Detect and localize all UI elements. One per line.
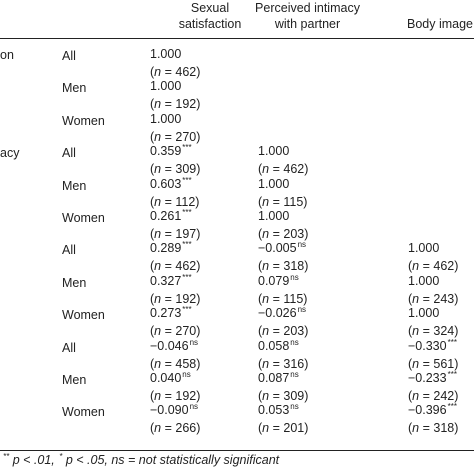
correlation-cell: [150, 338, 200, 372]
significance-marker: ***: [182, 208, 192, 217]
correlation-cell: [258, 338, 308, 372]
correlation-value-line: [258, 370, 308, 388]
correlation-cell: [150, 143, 200, 177]
footnote: [2, 453, 279, 467]
footnote-sup: *: [59, 452, 63, 461]
sample-size: (n = 270): [150, 129, 201, 144]
correlation-cell: [408, 338, 458, 372]
sample-size: (n = 243): [408, 291, 459, 306]
sample-size: (n = 309): [258, 389, 309, 403]
significance-marker: ns: [182, 370, 191, 379]
correlation-value: 0.040: [150, 371, 182, 385]
correlation-value-line: [150, 176, 199, 194]
correlation-value: 0.359: [150, 144, 182, 159]
correlation-value-line: [150, 402, 200, 420]
correlation-value-line: [408, 370, 458, 388]
sample-size: (n = 112): [150, 194, 200, 209]
header-line: Sexual: [190, 1, 230, 15]
header-line: satisfaction: [178, 17, 242, 31]
row-group-label: All: [62, 243, 76, 258]
sample-size: (n = 192): [150, 389, 201, 403]
correlation-value-line: [408, 305, 458, 323]
significance-marker: ***: [182, 143, 192, 153]
correlation-cell: [150, 273, 200, 307]
correlation-cell: [408, 305, 458, 339]
correlation-cell: [258, 402, 308, 436]
header-line: with partner: [274, 17, 341, 31]
correlation-cell: [258, 143, 308, 177]
correlation-value-line: [150, 240, 200, 258]
sample-size: (n = 462): [408, 259, 459, 274]
row-group-label: All: [62, 49, 76, 63]
significance-marker: ns: [297, 305, 307, 315]
correlation-cell: [258, 240, 308, 274]
correlation-cell: [150, 176, 199, 210]
correlation-value-line: [258, 240, 308, 258]
correlation-value: 0.261: [150, 209, 182, 223]
correlation-cell: [150, 208, 200, 242]
correlation-value: −0.046: [150, 338, 189, 353]
correlation-value: −0.233: [408, 371, 447, 385]
sample-size: (n = 324): [408, 324, 459, 339]
significance-marker: ns: [290, 337, 299, 347]
correlation-value-line: [258, 305, 308, 323]
bottom-rule: [0, 450, 474, 451]
correlation-cell: [408, 370, 458, 404]
significance-marker: ns: [189, 402, 199, 412]
significance-marker: ***: [447, 370, 457, 379]
row-label-partial: acy: [0, 146, 20, 160]
sample-size: (n = 115): [258, 194, 308, 209]
row-group-label: Women: [62, 405, 105, 420]
correlation-value-line: [150, 370, 200, 388]
correlation-value: 0.087: [258, 371, 290, 385]
sample-size: (n = 266): [150, 421, 201, 436]
correlation-value: −0.005: [258, 241, 297, 256]
correlation-cell: [258, 305, 308, 339]
row-group-label: Men: [62, 275, 87, 290]
sample-size: (n = 462): [258, 162, 309, 177]
sample-size: (n = 203): [258, 324, 309, 339]
significance-marker: ***: [182, 175, 192, 185]
correlation-cell: [408, 240, 458, 274]
significance-marker: ***: [182, 272, 192, 282]
sample-size: (n = 192): [150, 291, 201, 306]
row-group-label: Men: [62, 81, 87, 96]
row-group-label: Men: [62, 373, 87, 387]
correlation-value: 0.053: [258, 403, 290, 418]
correlation-value-line: [150, 305, 200, 323]
header-body-image: [400, 16, 474, 32]
correlation-value: 1.000: [150, 79, 182, 94]
correlation-value: −0.090: [150, 403, 189, 418]
row-group-label: Women: [62, 308, 105, 323]
sample-size: (n = 201): [258, 421, 309, 436]
correlation-value: 0.289: [150, 241, 182, 256]
correlation-cell: [258, 273, 307, 307]
correlation-value-line: [408, 273, 458, 291]
correlation-value: 1.000: [258, 144, 290, 159]
correlation-cell: [408, 402, 458, 436]
correlation-value-line: [408, 240, 458, 258]
correlation-value-line: [408, 402, 458, 420]
header-rule: [0, 38, 474, 39]
sample-size: (n = 242): [408, 389, 459, 403]
correlation-value: 0.603: [150, 176, 182, 191]
correlation-cell: [258, 370, 308, 404]
correlation-value: −0.396: [408, 403, 447, 418]
significance-marker: ns: [290, 272, 299, 282]
correlation-value-line: [258, 273, 307, 291]
header-line: Body image: [406, 17, 473, 31]
sample-size: (n = 270): [150, 324, 201, 339]
row-group-label: All: [62, 340, 76, 355]
correlation-cell: [150, 402, 200, 436]
correlation-value-line: [150, 338, 200, 356]
sample-size: (n = 203): [258, 227, 309, 241]
row-group-label: Women: [62, 211, 105, 225]
correlation-value: 1.000: [258, 209, 290, 223]
row-label-partial: on: [0, 48, 14, 62]
correlation-value: 1.000: [408, 241, 440, 256]
sample-size: (n = 318): [408, 421, 459, 436]
correlation-cell: [150, 46, 200, 80]
sample-size: (n = 462): [150, 65, 201, 79]
correlation-value: 0.327: [150, 273, 182, 288]
sample-size: (n = 316): [258, 356, 309, 371]
correlation-value: 1.000: [408, 273, 440, 288]
significance-marker: ns: [297, 240, 307, 250]
row-group-label: Women: [62, 113, 105, 128]
correlation-cell: [408, 273, 458, 307]
correlation-value: 1.000: [408, 306, 440, 321]
sample-size: (n = 458): [150, 356, 201, 371]
sample-size: (n = 318): [258, 259, 309, 274]
correlation-value-line: [258, 402, 308, 420]
correlation-value-line: [258, 143, 308, 161]
correlation-value-line: [258, 208, 308, 226]
significance-marker: ns: [290, 370, 299, 379]
correlation-value-line: [150, 143, 200, 161]
significance-marker: ns: [189, 337, 199, 347]
correlation-cell: [150, 370, 200, 404]
correlation-value: 1.000: [150, 47, 182, 61]
correlation-cell: [258, 208, 308, 242]
significance-marker: ***: [447, 402, 457, 412]
significance-marker: ***: [182, 240, 192, 250]
correlation-cell: [150, 78, 200, 112]
correlation-cell: [150, 240, 200, 274]
correlation-value: −0.330: [408, 338, 447, 353]
sample-size: (n = 115): [258, 291, 308, 306]
footnote-text: p < .01,: [9, 453, 59, 467]
significance-marker: ns: [290, 402, 299, 412]
sample-size: (n = 197): [150, 227, 201, 241]
correlation-value: −0.026: [258, 306, 297, 321]
correlation-value-line: [150, 46, 200, 64]
correlation-value-line: [150, 111, 200, 129]
row-group-label: Men: [62, 178, 87, 193]
sample-size: (n = 561): [408, 356, 459, 371]
correlation-cell: [258, 176, 307, 210]
significance-marker: ***: [447, 337, 457, 347]
footnote-sup: **: [3, 452, 10, 461]
correlation-cell: [150, 305, 200, 339]
header-perceived-intimacy: [240, 0, 375, 32]
correlation-value-line: [150, 273, 200, 291]
sample-size: (n = 192): [150, 97, 201, 112]
significance-marker: ***: [182, 305, 192, 315]
footnote-text: p < .05, ns = not statistically significant: [62, 453, 280, 467]
correlation-value: 1.000: [150, 111, 182, 126]
correlation-value: 0.058: [258, 338, 290, 353]
sample-size: (n = 462): [150, 259, 201, 274]
correlation-cell: [150, 111, 200, 145]
correlation-value-line: [150, 78, 200, 96]
header-line: Perceived intimacy: [255, 1, 360, 15]
correlation-value: 0.273: [150, 306, 182, 321]
row-group-label: All: [62, 146, 76, 161]
sample-size: (n = 309): [150, 162, 201, 177]
correlation-value-line: [150, 208, 200, 226]
correlation-value-line: [408, 338, 458, 356]
correlation-value-line: [258, 338, 308, 356]
correlation-value: 1.000: [258, 176, 290, 191]
correlation-value-line: [258, 176, 307, 194]
correlation-value: 0.079: [258, 273, 290, 288]
